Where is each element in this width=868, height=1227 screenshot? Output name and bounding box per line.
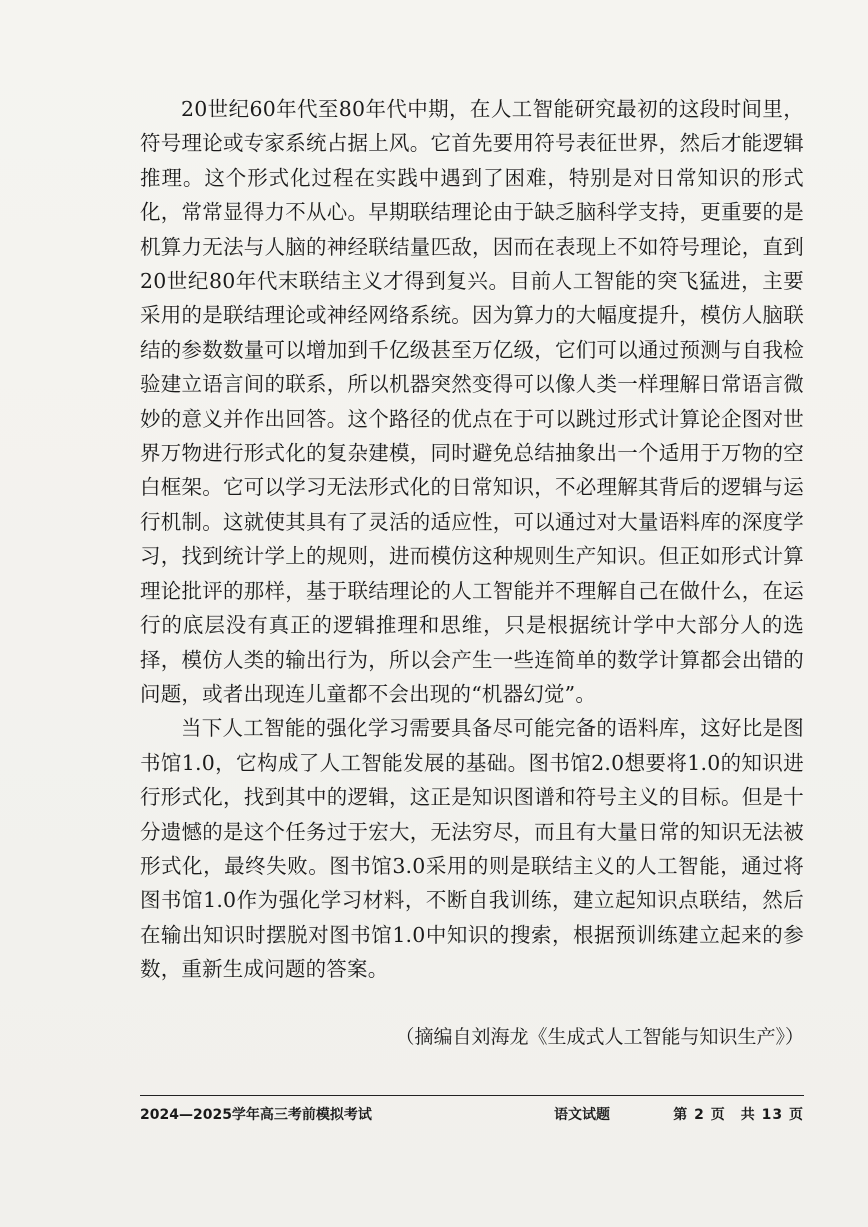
- subject-label: 语文试题: [554, 1107, 610, 1123]
- page-number: 第 2 页 共 13 页: [673, 1107, 804, 1123]
- paragraph-1: 20世纪60年代至80年代中期，在人工智能研究最初的这段时间里，符号理论或专家系统占据上风。它首先要用符号表征世界，然后才能逻辑推理。这个形式化过程在实践中遇到了困难，特别是对日常知识的形式化，常常显得力不从心。早期联结理论由于缺乏脑科学支持，更重要的是机算力无法与人脑的神经联结量匹敌，因而在表现上不如符号理论，直到20世纪80年代末联结主义才得到复兴。目前人工智能的突飞猛进，主要采用的是联结理论或神经网络系统。因为算力的大幅度提升，模仿人脑联结的参数数量可以增加到千亿级甚至万亿级，它们可以通过预测与自我检验建立语言间的联系，所以机器突然变得可以像人类一样理解日常语言微妙的意义并作出回答。这个路径的优点在于可以跳过形式计算论企图对世界万物进行形式化的复杂建模，同时避免总结抽象出一个适用于万物的空白框架。它可以学习无法形式化的日常知识，不必理解其背后的逻辑与运行机制。这就使其具有了灵活的适应性，可以通过对大量语料库的深度学习，找到统计学上的规则，进而模仿这种规则生产知识。但正如形式计算理论批评的那样，基于联结理论的人工智能并不理解自己在做什么，在运行的底层没有真正的逻辑推理和思维，只是根据统计学中大部分人的选择，模仿人类的输出行为，所以会产生一些连简单的数学计算都会出错的问题，或者出现连儿童都不会出现的“机器幻觉”。: [140, 97, 804, 706]
- source-citation: （摘编自刘海龙《生成式人工智能与知识生产》）: [395, 1026, 804, 1048]
- footer-divider: [140, 1095, 804, 1096]
- page-footer: [140, 1100, 804, 1130]
- exam-title: 2024—2025学年高三考前模拟考试: [140, 1107, 372, 1123]
- paragraph-2: 当下人工智能的强化学习需要具备尽可能完备的语料库，这好比是图书馆1.0，它构成了人工智能发展的基础。图书馆2.0想要将1.0的知识进行形式化，找到其中的逻辑，这正是知识图谱和符号主义的目标。但是十分遗憾的是这个任务过于宏大，无法穷尽，而且有大量日常的知识无法被形式化，最终失败。图书馆3.0采用的则是联结主义的人工智能，通过将图书馆1.0作为强化学习材料，不断自我训练，建立起知识点联结，然后在输出知识时摆脱对图书馆1.0中知识的搜索，根据预训练建立起来的参数，重新生成问题的答案。: [140, 716, 804, 982]
- article-body: [140, 92, 804, 987]
